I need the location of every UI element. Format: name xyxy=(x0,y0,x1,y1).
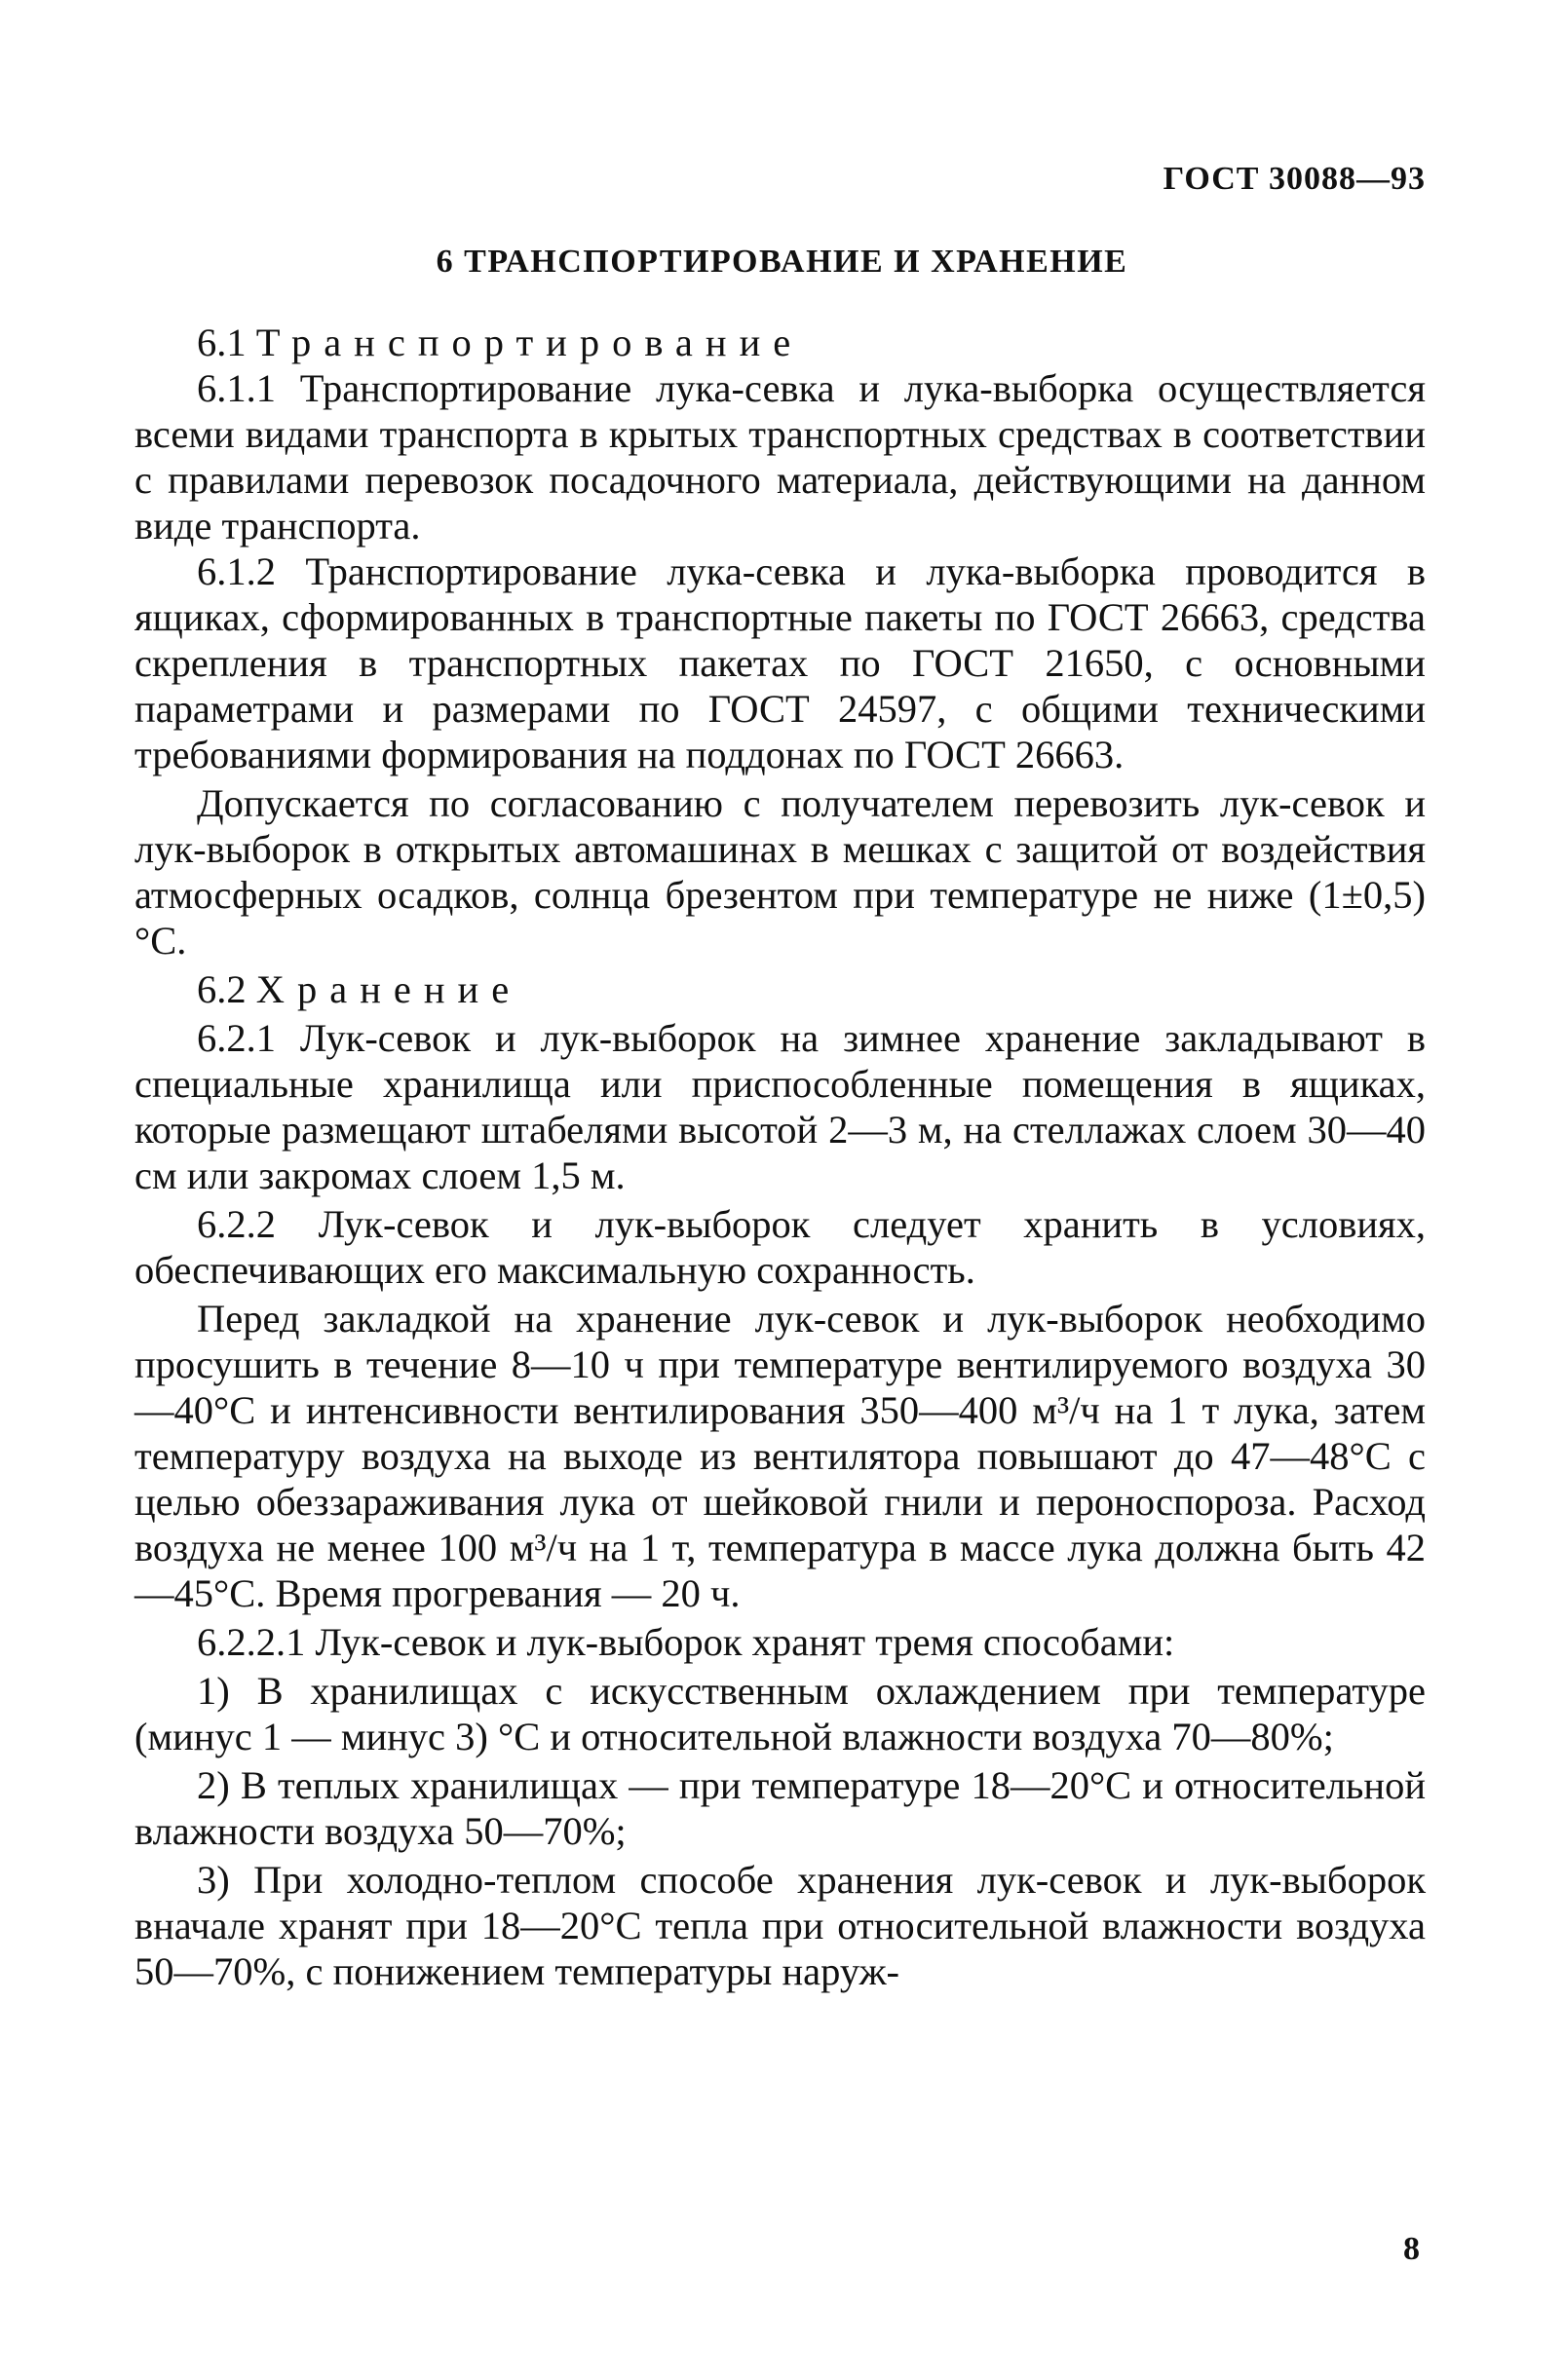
list-item-method-2: 2) В теплых хранилищах — при температуре 18—20°С и относительной влажности воздуха 50—70%; xyxy=(134,1763,1426,1853)
subsection-heading-transport xyxy=(134,320,1426,365)
subsection-heading-storage xyxy=(134,966,1426,1012)
list-item-method-1: 1) В хранилищах с искусственным охлаждением при температуре (минус 1 — минус 3) °С и относительной влажности воздуха 70—80%; xyxy=(134,1669,1426,1758)
body-text xyxy=(134,320,1426,1994)
paragraph-permission: Допускается по согласованию с получателем перевозить лук-севок и лук-выборок в открытых автомашинах в мешках с защитой от воздействия атмосферных осадков, солнца брезентом при температуре не ниже (1±0,5)°С. xyxy=(134,781,1426,963)
subsection-title: Хранение xyxy=(255,967,522,1011)
subsection-title: Транспортирование xyxy=(255,321,804,364)
paragraph-drying: Перед закладкой на хранение лук-севок и лук-выборок необходимо просушить в течение 8—10 ч при температуре вентилируемого воздуха 30—40°С и интенсивности вентилирования 350—400 м³/ч на 1 т лука, затем температуру воздуха на выходе из вентилятора повышают до 47—48°С с целью обеззараживания лука от шейковой гнили и пероноспороза. Расход воздуха не менее 100 м³/ч на 1 т, температура в массе лука должна быть 42—45°С. Время прогревания — 20 ч. xyxy=(134,1297,1426,1615)
page-number: 8 xyxy=(1403,2231,1420,2267)
paragraph-6-2-1: 6.2.1 Лук-севок и лук-выборок на зимнее хранение закладывают в специальные хранилища или приспособленные помещения в ящиках, которые размещают штабелями высотой 2—3 м, на стеллажах слоем 30—40 см или закромах слоем 1,5 м. xyxy=(134,1016,1426,1197)
subsection-number: 6.1 xyxy=(197,321,247,364)
paragraph-6-2-2-1: 6.2.2.1 Лук-севок и лук-выборок хранят тремя способами: xyxy=(197,1620,1175,1664)
standard-code: ГОСТ 30088—93 xyxy=(1163,161,1426,197)
paragraph-6-2-2: 6.2.2 Лук-севок и лук-выборок следует хранить в условиях, обеспечивающих его максимальную сохранность. xyxy=(134,1202,1426,1292)
paragraph-6-1-2: 6.1.2 Транспортирование лука-севка и лука-выборка проводится в ящиках, сформированных в транспортные пакеты по ГОСТ 26663, средства скрепления в транспортных пакетах по ГОСТ 21650, с основными параметрами и размерами по ГОСТ 24597, с общими техническими требованиями формирования на поддонах по ГОСТ 26663. xyxy=(134,549,1426,776)
list-item-method-3: 3) При холодно-теплом способе хранения лук-севок и лук-выборок вначале хранят при 18—20°С тепла при относительной влажности воздуха 50—70%, с понижением температуры наруж- xyxy=(134,1858,1426,1993)
paragraph-6-1-1: 6.1.1 Транспортирование лука-севка и лука-выборка осуществляется всеми видами транспорта в крытых транспортных средствах в соответствии с правилами перевозок посадочного материала, действующими на данном виде транспорта. xyxy=(134,366,1426,548)
subsection-number: 6.2 xyxy=(197,967,247,1011)
section-title: 6 ТРАНСПОРТИРОВАНИЕ И ХРАНЕНИЕ xyxy=(436,244,1128,280)
